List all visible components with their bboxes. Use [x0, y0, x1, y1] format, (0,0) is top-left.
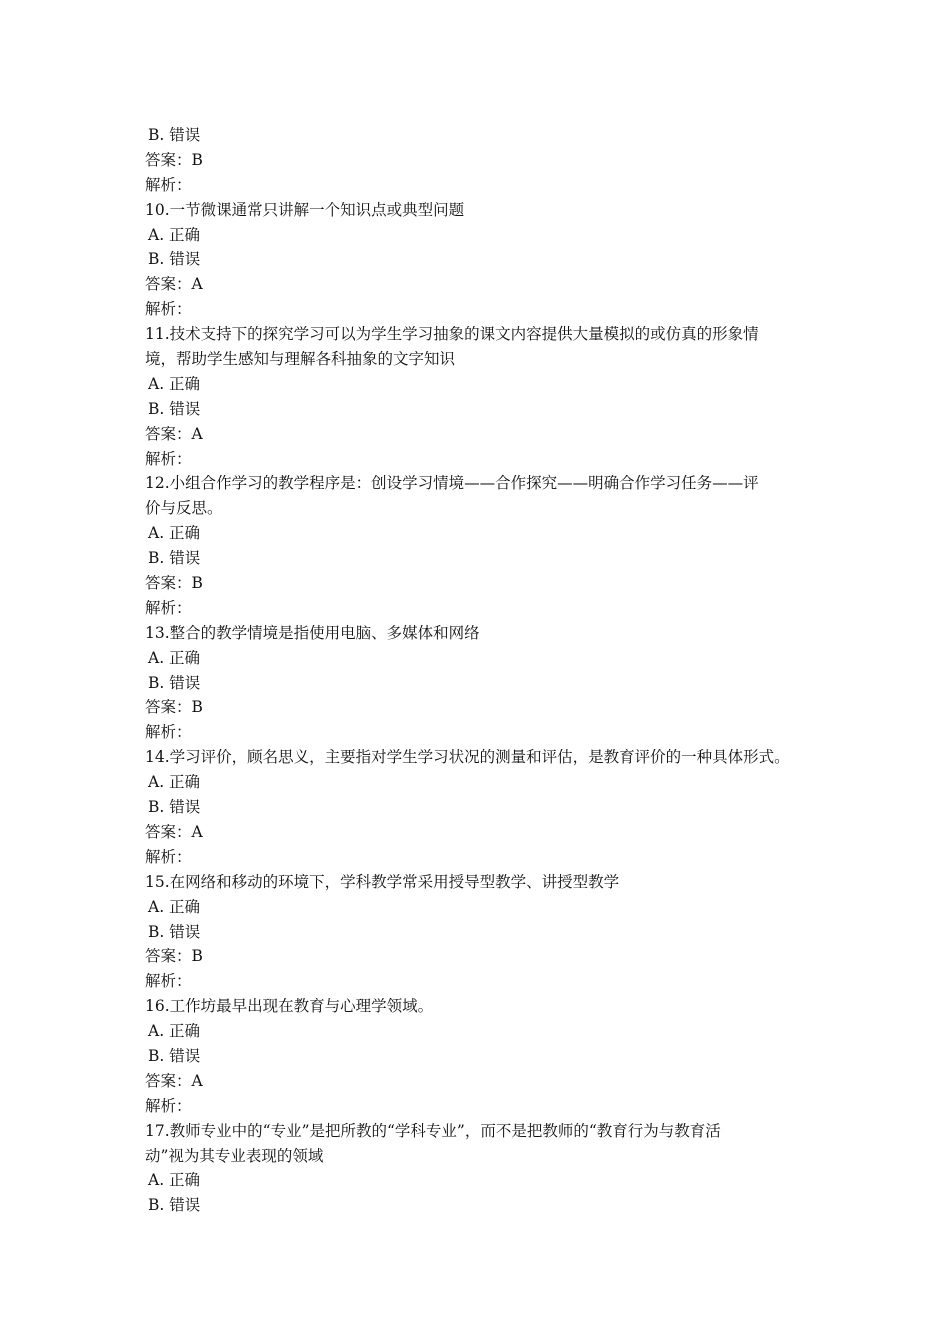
- question-12: 12.小组合作学习的教学程序是：创设学习情境——合作探究——明确合作学习任务——评: [145, 474, 759, 493]
- answer-line: 答案：B: [145, 150, 203, 169]
- option-b: B. 错误: [148, 126, 201, 144]
- analysis-line: 解析：: [145, 847, 192, 866]
- option-b: B. 错误: [148, 1046, 201, 1065]
- analysis-line: 解析：: [145, 723, 192, 742]
- question-10: 10.一节微课通常只讲解一个知识点或典型问题: [145, 200, 465, 219]
- analysis-line: 解析：: [145, 300, 192, 319]
- question-11: 11.技术支持下的探究学习可以为学生学习抽象的课文内容提供大量模拟的或仿真的形象情: [145, 325, 759, 344]
- option-a: A. 正确: [148, 374, 201, 393]
- analysis-line: 解析：: [145, 175, 192, 194]
- question-14: 14.学习评价，顾名思义，主要指对学生学习状况的测量和评估，是教育评价的一种具体形式。: [145, 748, 790, 767]
- analysis-line: 解析：: [145, 1096, 192, 1115]
- question-11-continued: 境，帮助学生感知与理解各科抽象的文字知识: [145, 350, 456, 369]
- answer-line: 答案：A: [145, 822, 203, 841]
- answer-line: 答案：B: [145, 698, 203, 717]
- option-b: B. 错误: [148, 673, 201, 692]
- option-b: B. 错误: [148, 399, 201, 418]
- question-12-continued: 价与反思。: [145, 499, 223, 518]
- document-page: [145, 123, 825, 1218]
- option-b: B. 错误: [148, 798, 201, 817]
- answer-line: 答案：A: [145, 1071, 203, 1090]
- option-b: B. 错误: [148, 1196, 201, 1215]
- option-b: B. 错误: [148, 922, 201, 941]
- answer-line: 答案：A: [145, 424, 203, 443]
- answer-line: 答案：B: [145, 947, 203, 966]
- option-a: A. 正确: [148, 524, 201, 543]
- question-15: 15.在网络和移动的环境下，学科教学常采用授导型教学、讲授型教学: [145, 872, 620, 891]
- answer-line: 答案：B: [145, 574, 203, 593]
- option-a: A. 正确: [148, 225, 201, 244]
- question-16: 16.工作坊最早出现在教育与心理学领域。: [145, 997, 434, 1016]
- option-a: A. 正确: [148, 897, 201, 916]
- option-b: B. 错误: [148, 549, 201, 568]
- option-a: A. 正确: [148, 773, 201, 792]
- answer-line: 答案：A: [145, 275, 203, 294]
- question-17: 17.教师专业中的“专业”是把所教的“学科专业”，而不是把教师的“教育行为与教育活: [145, 1121, 721, 1140]
- option-a: A. 正确: [148, 1022, 201, 1041]
- option-a: A. 正确: [148, 1171, 201, 1190]
- option-b: B. 错误: [148, 250, 201, 269]
- question-13: 13.整合的教学情境是指使用电脑、多媒体和网络: [145, 623, 480, 642]
- question-17-continued: 动”视为其专业表现的领域: [145, 1146, 324, 1165]
- option-a: A. 正确: [148, 648, 201, 667]
- analysis-line: 解析：: [145, 972, 192, 991]
- analysis-line: 解析：: [145, 598, 192, 617]
- analysis-line: 解析：: [145, 449, 192, 468]
